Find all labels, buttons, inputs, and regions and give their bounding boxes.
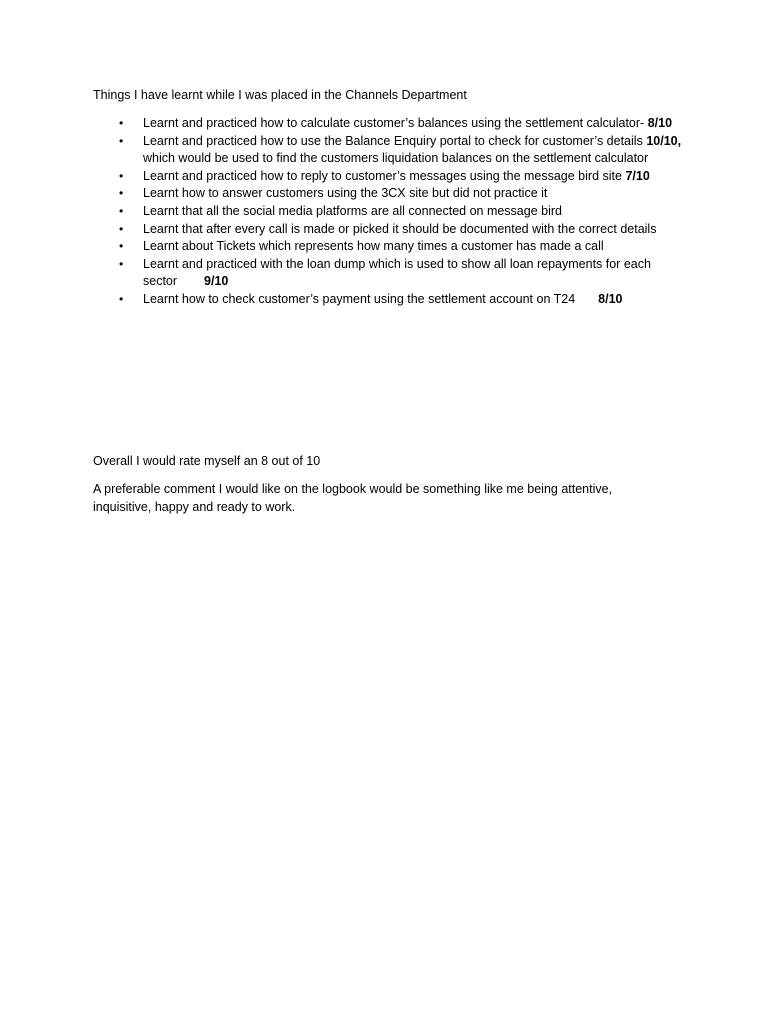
item-text: Learnt how to check customer’s payment using the settlement account on T24 bbox=[143, 291, 576, 306]
list-item bbox=[93, 115, 683, 133]
list-item bbox=[93, 221, 683, 239]
item-text: Learnt about Tickets which represents how many times a customer has made a call bbox=[143, 239, 604, 254]
bullet-icon: • bbox=[119, 133, 124, 148]
item-text-continued: which would be used to find the customers liquidation balances on the settlement calculator bbox=[143, 151, 649, 166]
bullet-icon: • bbox=[119, 186, 124, 201]
list-item bbox=[93, 203, 683, 221]
bullet-icon: • bbox=[119, 203, 124, 218]
item-text: Learnt that after every call is made or picked it should be documented with the correct details bbox=[143, 221, 657, 236]
item-text: Learnt and practiced how to use the Balance Enquiry portal to check for customer’s details bbox=[143, 133, 643, 148]
list-item bbox=[93, 256, 683, 291]
item-text: Learnt how to answer customers using the 3CX site but did not practice it bbox=[143, 186, 548, 201]
logbook-comment: A preferable comment I would like on the logbook would be something like me being attentive, inquisitive, happy and ready to work. bbox=[93, 482, 613, 514]
learnings-list bbox=[93, 115, 683, 309]
bullet-icon: • bbox=[119, 168, 124, 183]
overall-rating: Overall I would rate myself an 8 out of 10 bbox=[93, 454, 321, 468]
item-score: 8/10 bbox=[598, 291, 623, 306]
item-score: 10/10, bbox=[646, 133, 682, 148]
item-score: 8/10 bbox=[647, 116, 673, 130]
list-item bbox=[93, 185, 683, 203]
item-text: Learnt that all the social media platforms are all connected on message bird bbox=[143, 203, 562, 218]
document-heading: Things I have learnt while I was placed in the Channels Department bbox=[93, 88, 467, 102]
bullet-icon: • bbox=[119, 291, 124, 306]
bullet-icon: • bbox=[119, 256, 124, 271]
list-item bbox=[93, 133, 683, 168]
bullet-icon: • bbox=[119, 116, 124, 130]
list-item bbox=[93, 291, 683, 309]
bullet-icon: • bbox=[119, 221, 124, 236]
bullet-icon: • bbox=[119, 239, 124, 254]
list-item bbox=[93, 238, 683, 256]
item-text: Learnt and practiced how to reply to customer’s messages using the message bird site bbox=[143, 168, 622, 183]
list-item bbox=[93, 168, 683, 186]
item-score: 9/10 bbox=[204, 274, 229, 289]
item-text: Learnt and practiced with the loan dump which is used to show all loan repayments for each sector bbox=[143, 256, 651, 289]
item-score: 7/10 bbox=[625, 168, 650, 183]
item-text: Learnt and practiced how to calculate customer’s balances using the settlement calculator- bbox=[143, 116, 645, 130]
